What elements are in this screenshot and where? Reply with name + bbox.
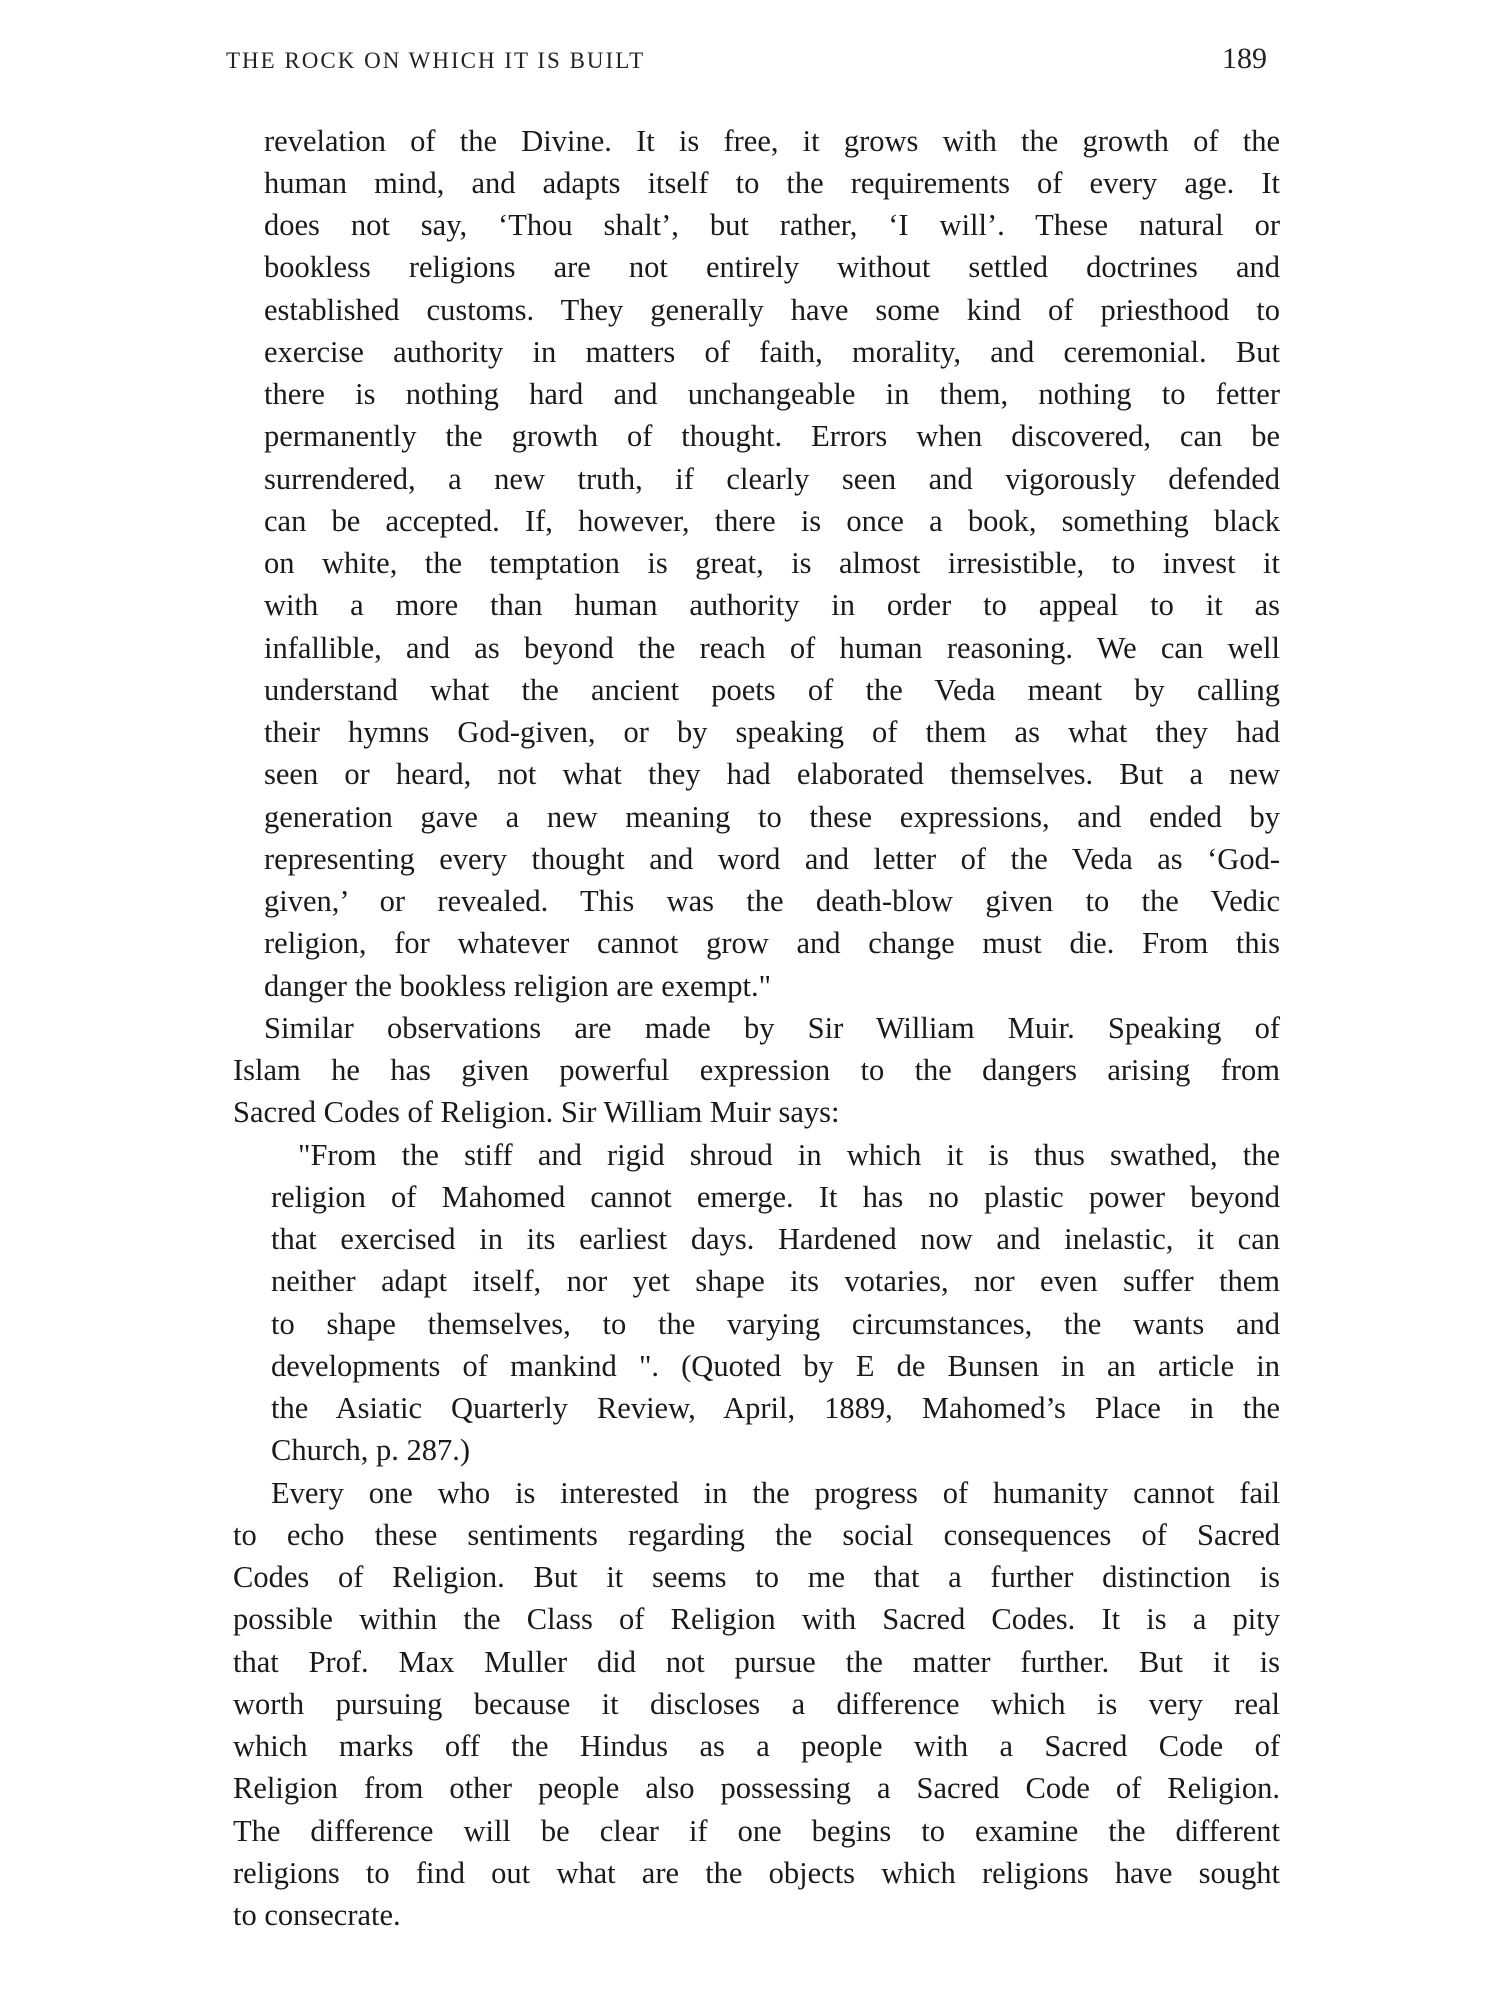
text-line: to echo these sentiments regarding the social consequences of Sacred [233,1518,1280,1552]
text-line: surrendered, a new truth, if clearly seen and vigorously defended [264,462,1280,496]
text-line: Islam he has given powerful expression to the dangers arising from [233,1053,1280,1087]
text-line: The difference will be clear if one begins to examine the different [233,1814,1280,1848]
text-line: with a more than human authority in order to appeal to it as [264,588,1280,622]
text-line: Sacred Codes of Religion. Sir William Muir says: [233,1095,840,1129]
text-line: representing every thought and word and letter of the Veda as ‘God- [264,842,1280,876]
text-line: developments of mankind ". (Quoted by E de Bunsen in an article in [271,1349,1280,1383]
text-line: Similar observations are made by Sir William Muir. Speaking of [264,1011,1280,1045]
text-line: human mind, and adapts itself to the requirements of every age. It [264,166,1280,200]
text-line: understand what the ancient poets of the Veda meant by calling [264,673,1280,707]
text-line: that Prof. Max Muller did not pursue the matter further. But it is [233,1645,1280,1679]
text-line: permanently the growth of thought. Errors when discovered, can be [264,419,1280,453]
text-line: Church, p. 287.) [271,1433,471,1467]
text-line: generation gave a new meaning to these expressions, and ended by [264,800,1280,834]
text-line: their hymns God-given, or by speaking of them as what they had [264,715,1280,749]
running-title: THE ROCK ON WHICH IT IS BUILT [226,48,646,73]
text-line: revelation of the Divine. It is free, it grows with the growth of the [264,124,1280,158]
text-line: Every one who is interested in the progress of humanity cannot fail [271,1476,1280,1510]
text-line: that exercised in its earliest days. Hardened now and inelastic, it can [271,1222,1280,1256]
text-line: given,’ or revealed. This was the death-blow given to the Vedic [264,884,1280,918]
text-line: there is nothing hard and unchangeable in them, nothing to fetter [264,377,1280,411]
text-line: can be accepted. If, however, there is once a book, something black [264,504,1280,538]
page-number: 189 [1222,42,1267,75]
text-line: worth pursuing because it discloses a difference which is very real [233,1687,1280,1721]
text-line: to shape themselves, to the varying circumstances, the wants and [271,1307,1280,1341]
text-line: does not say, ‘Thou shalt’, but rather, ‘I will’. These natural or [264,208,1280,242]
text-line: religion, for whatever cannot grow and change must die. From this [264,926,1280,960]
text-line: to consecrate. [233,1898,401,1932]
text-line: infallible, and as beyond the reach of human reasoning. We can well [264,631,1280,665]
text-line: on white, the temptation is great, is almost irresistible, to invest it [264,546,1280,580]
text-line: neither adapt itself, nor yet shape its votaries, nor even suffer them [271,1264,1280,1298]
text-line: seen or heard, not what they had elaborated themselves. But a new [264,757,1280,791]
text-line: danger the bookless religion are exempt." [264,969,772,1003]
text-line: bookless religions are not entirely without settled doctrines and [264,250,1280,284]
text-line: exercise authority in matters of faith, morality, and ceremonial. But [264,335,1280,369]
text-line: "From the stiff and rigid shroud in which it is thus swathed, the [298,1138,1280,1172]
text-line: possible within the Class of Religion with Sacred Codes. It is a pity [233,1602,1280,1636]
text-line: religion of Mahomed cannot emerge. It has no plastic power beyond [271,1180,1280,1214]
text-line: Religion from other people also possessing a Sacred Code of Religion. [233,1771,1280,1805]
text-line: which marks off the Hindus as a people with a Sacred Code of [233,1729,1280,1763]
text-line: Codes of Religion. But it seems to me that a further distinction is [233,1560,1280,1594]
text-line: religions to find out what are the objects which religions have sought [233,1856,1280,1890]
text-line: established customs. They generally have some kind of priesthood to [264,293,1280,327]
text-line: the Asiatic Quarterly Review, April, 1889, Mahomed’s Place in the [271,1391,1280,1425]
